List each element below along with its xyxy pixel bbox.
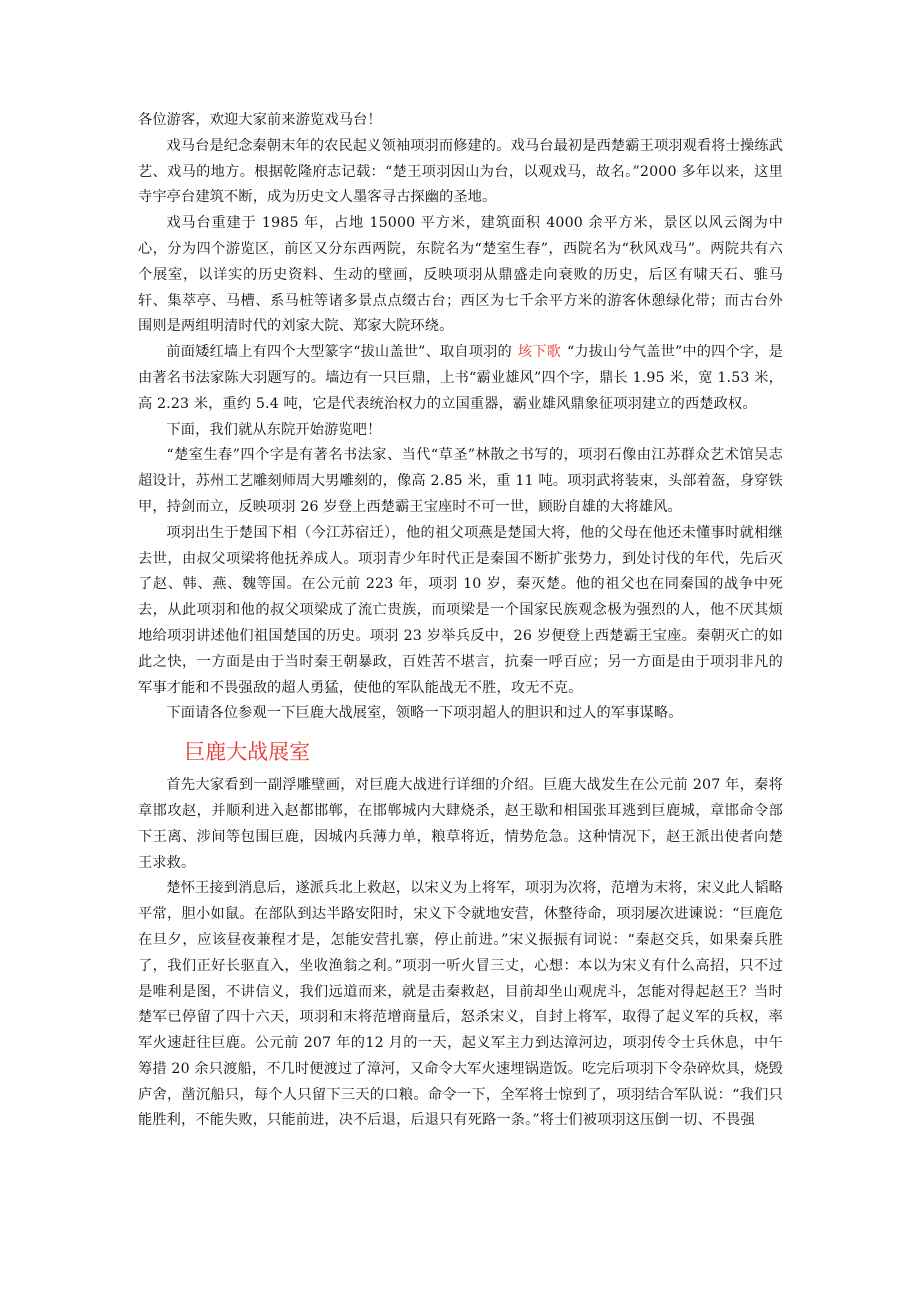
greeting-paragraph: 各位游客，欢迎大家前来游览戏马台！ (138, 112, 382, 128)
julu-battle-paragraph: 楚怀王接到消息后，遂派兵北上救赵，以宋义为上将军，项羽为次将，范增为末将，宋义此人韬略平常，胆小如鼠。在部队到达半路安阳时，宋义下令就地安营，休整待命，项羽屡次进谏说：“巨鹿危在旦夕，应该昼夜兼程才是，怎能安营扎寨，停止前进。”宋义振振有词说：“秦赵交兵，如果秦兵胜了，我们正好长驱直入，坐收渔翁之利。”项羽一听火冒三丈，心想：本以为宋义有什么高招，只不过是唯利是图，不讲信义，我们远道而来，就是击秦救赵，目前却坐山观虎斗，怎能对得起赵王？当时楚军已停留了四十六天，项羽和末将范增商量后，怒杀宋义，自封上将军，取得了起义军的兵权，率军火速赶往巨鹿。公元前 207 年的12 月的一天，起义军主力到达漳河边，项羽传令士兵休息，中午筹措 20 余只渡船，不几时便渡过了漳河，又命令大军火速埋锅造饭。吃完后项羽下令杂碎炊具，烧毁庐舍，凿沉船只，每个人只留下三天的口粮。命令一下，全军将士惊到了，项羽结合军队说：“我们只能胜利，不能失败，只能前进，决不后退，后退只有死路一条。”将士们被项羽这压倒一切、不畏强 (138, 880, 783, 1129)
document-page (138, 108, 783, 1134)
transition-paragraph: 下面请各位参观一下巨鹿大战展室，领略一下项羽超人的胆识和过人的军事谋略。 (166, 705, 683, 722)
seal-script-text-before: 前面矮红墙上有四个大型篆字“拔山盖世”、取自项羽的 (166, 344, 512, 361)
section-heading-julu: 巨鹿大战展室 (184, 740, 311, 765)
xiang-yu-biography-paragraph: 项羽出生于楚国下相（今江苏宿迁），他的祖父项燕是楚国大将，他的父母在他还未懂事时就相继去世，由叔父项梁将他抚养成人。项羽青少年时代正是秦国不断扩张势力，到处讨伐的年代，先后灭了赵、韩、燕、魏等国。在公元前 223 年，项羽 10 岁，秦灭楚。他的祖父也在同秦国的战争中死去，从此项羽和他的叔父项梁成了流亡贵族，而项梁是一个国家民族观念极为强烈的人，他不厌其烦地给项羽讲述他们祖国楚国的历史。项羽 23 岁举兵反中，26 岁便登上西楚霸王宝座。秦朝灭亡的如此之快，一方面是由于当时秦王朝暴政，百姓苦不堪言，抗秦一呼百应；另一方面是由于项羽非凡的军事才能和不畏强敌的超人勇猛，使他的军队能战无不胜，攻无不克。 (138, 524, 783, 696)
rebuild-paragraph: 戏马台重建于 1985 年，占地 15000 平方米，建筑面积 4000 余平方米，景区以风云阁为中心，分为四个游览区，前区又分东西两院，东院名为“楚室生春”，西院名为“秋风戏马”。两院共有六个展室，以详实的历史资料、生动的壁画，反映项羽从鼎盛走向衰败的历史，后区有啸天石、骓马轩、集萃亭、马槽、系马桩等诸多景点点缀古台；西区为七千余平方米的游客休憩绿化带；而古台外围则是两组明清时代的刘家大院、郑家大院环绕。 (138, 215, 783, 335)
intro-paragraph: 戏马台是纪念秦朝末年的农民起义领袖项羽而修建的。戏马台最初是西楚霸王项羽观看将士操练武艺、戏马的地方。根据乾隆府志记载：“楚王项羽因山为台，以观戏马，故名。”2000 多年以来，这里寺宇亭台建筑不断，成为历史文人墨客寻古探幽的圣地。 (138, 137, 783, 206)
julu-intro-paragraph: 首先大家看到一副浮雕壁画，对巨鹿大战进行详细的介绍。巨鹿大战发生在公元前 207 年，秦将章邯攻赵，并顺利进入赵都邯郸，在邯郸城内大肆烧杀，赵王歇和相国张耳逃到巨鹿城，章邯命令部下王离、涉间等包围巨鹿，因城内兵薄力单，粮草将近，情势危急。这种情况下，赵王派出使者向楚王求救。 (138, 777, 783, 871)
east-court-paragraph: 下面，我们就从东院开始游览吧！ (166, 421, 382, 438)
seal-script-text-after: “力拔山兮气盖世”中的四个字，是由著名书法家陈大羽题写的。墙边有一只巨鼎，上书“霸业雄风”四个字，鼎长 1.95 米，宽 1.53 米，高 2.23 米，重约 5.4 吨，它是代表统治权力的立国重器，霸业雄风鼎象征项羽建立的西楚政权。 (138, 344, 783, 412)
statue-paragraph: “楚室生春”四个字是有著名书法家、当代“草圣”林散之书写的，项羽石像由江苏群众艺术馆吴志超设计，苏州工艺雕刻师周大男雕刻的，像高 2.85 米，重 11 吨。项羽武将装束，头部着盔，身穿铁甲，持剑而立，反映项羽 26 岁登上西楚霸王宝座时不可一世，顾盼自雄的大将雄风。 (138, 447, 783, 515)
seal-script-paragraph (138, 340, 783, 417)
gaixia-song-link[interactable]: 垓下歌 (517, 344, 561, 361)
